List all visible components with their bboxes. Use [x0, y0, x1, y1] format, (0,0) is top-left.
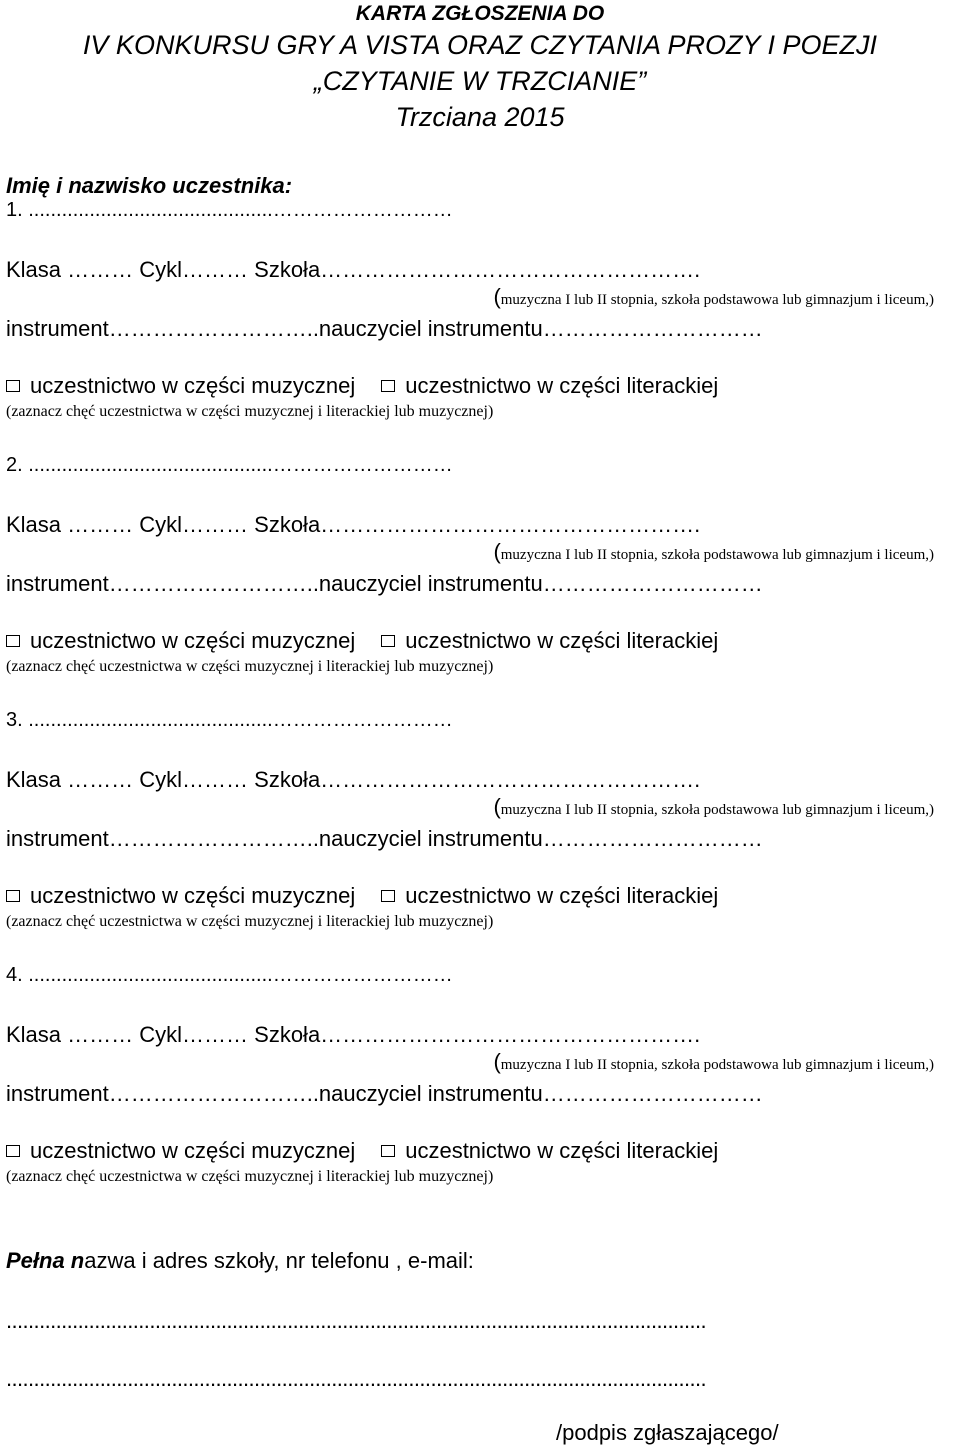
entry-number-field[interactable]: 2. ............................................………………………: [6, 454, 453, 476]
participation-hint: (zaznacz chęć uczestnictwa w części muzycznej i literackiej lub muzycznej): [6, 1168, 494, 1185]
participation-hint: (zaznacz chęć uczestnictwa w części muzycznej i literackiej lub muzycznej): [6, 913, 494, 930]
school-type-note: (muzyczna I lub II stopnia, szkoła podstawowa lub gimnazjum i liceum,): [493, 539, 934, 564]
literary-part-checkbox[interactable]: [381, 890, 395, 902]
literary-part-label: uczestnictwo w części literackiej: [405, 1138, 719, 1163]
music-part-checkbox[interactable]: [6, 890, 20, 902]
address-field-line-1[interactable]: ...............................................................................................................................: [6, 1308, 707, 1333]
address-field-line-2[interactable]: ...............................................................................................................................: [6, 1366, 707, 1391]
music-part-label: uczestnictwo w części muzycznej: [30, 1138, 356, 1163]
music-part-checkbox[interactable]: [6, 1145, 20, 1157]
school-type-note: (muzyczna I lub II stopnia, szkoła podstawowa lub gimnazjum i liceum,): [493, 794, 934, 819]
class-cycle-school-field[interactable]: Klasa ……… Cykl……… Szkoła…………………………………………….: [6, 767, 701, 792]
literary-part-checkbox[interactable]: [381, 635, 395, 647]
participation-options: [6, 1140, 718, 1162]
school-type-note-text: muzyczna I lub II stopnia, szkoła podstawowa lub gimnazjum i liceum,): [500, 1057, 934, 1073]
contest-year: Trzciana 2015: [395, 102, 565, 132]
entry-number-field[interactable]: 3. ............................................………………………: [6, 709, 453, 731]
entry-number-field[interactable]: 1. ............................................………………………: [6, 199, 453, 221]
school-type-note: (muzyczna I lub II stopnia, szkoła podstawowa lub gimnazjum i liceum,): [493, 1049, 934, 1074]
instrument-teacher-field[interactable]: instrument………………………..nauczyciel instrumentu…………………………: [6, 826, 763, 851]
participation-options: [6, 630, 718, 652]
class-cycle-school-field[interactable]: Klasa ……… Cykl……… Szkoła…………………………………………….: [6, 1022, 701, 1047]
music-part-label: uczestnictwo w części muzycznej: [30, 883, 356, 908]
instrument-teacher-field[interactable]: instrument………………………..nauczyciel instrumentu…………………………: [6, 571, 763, 596]
class-cycle-school-field[interactable]: Klasa ……… Cykl……… Szkoła…………………………………………….: [6, 257, 701, 282]
literary-part-label: uczestnictwo w części literackiej: [405, 373, 719, 398]
music-part-checkbox[interactable]: [6, 380, 20, 392]
music-part-label: uczestnictwo w części muzycznej: [30, 628, 356, 653]
literary-part-label: uczestnictwo w części literackiej: [405, 628, 719, 653]
participation-options: [6, 885, 718, 907]
school-type-note: (muzyczna I lub II stopnia, szkoła podstawowa lub gimnazjum i liceum,): [493, 284, 934, 309]
entry-number-field[interactable]: 4. ............................................………………………: [6, 964, 453, 986]
literary-part-label: uczestnictwo w części literackiej: [405, 883, 719, 908]
contest-name: IV KONKURSU GRY A VISTA ORAZ CZYTANIA PROZY I POEZJI: [82, 30, 878, 60]
school-address-label: [6, 1250, 474, 1272]
instrument-teacher-field[interactable]: instrument………………………..nauczyciel instrumentu…………………………: [6, 316, 763, 341]
participation-hint: (zaznacz chęć uczestnictwa w części muzycznej i literackiej lub muzycznej): [6, 403, 494, 420]
music-part-checkbox[interactable]: [6, 635, 20, 647]
literary-part-checkbox[interactable]: [381, 1145, 395, 1157]
school-address-label-rest: azwa i adres szkoły, nr telefonu , e-mail:: [84, 1248, 474, 1273]
literary-part-checkbox[interactable]: [381, 380, 395, 392]
participant-name-label: Imię i nazwisko uczestnika:: [6, 173, 293, 198]
participation-hint: (zaznacz chęć uczestnictwa w części muzycznej i literackiej lub muzycznej): [6, 658, 494, 675]
school-type-note-text: muzyczna I lub II stopnia, szkoła podstawowa lub gimnazjum i liceum,): [500, 802, 934, 818]
instrument-teacher-field[interactable]: instrument………………………..nauczyciel instrumentu…………………………: [6, 1081, 763, 1106]
form-title: KARTA ZGŁOSZENIA DO: [355, 2, 605, 25]
music-part-label: uczestnictwo w części muzycznej: [30, 373, 356, 398]
contest-subtitle: „CZYTANIE W TRZCIANIE”: [313, 66, 647, 96]
participation-options: [6, 375, 718, 397]
school-address-label-bold: Pełna n: [6, 1248, 85, 1273]
class-cycle-school-field[interactable]: Klasa ……… Cykl……… Szkoła…………………………………………….: [6, 512, 701, 537]
school-type-note-text: muzyczna I lub II stopnia, szkoła podstawowa lub gimnazjum i liceum,): [500, 547, 934, 563]
school-type-note-text: muzyczna I lub II stopnia, szkoła podstawowa lub gimnazjum i liceum,): [500, 292, 934, 308]
signature-label: /podpis zgłaszającego/: [556, 1420, 779, 1445]
